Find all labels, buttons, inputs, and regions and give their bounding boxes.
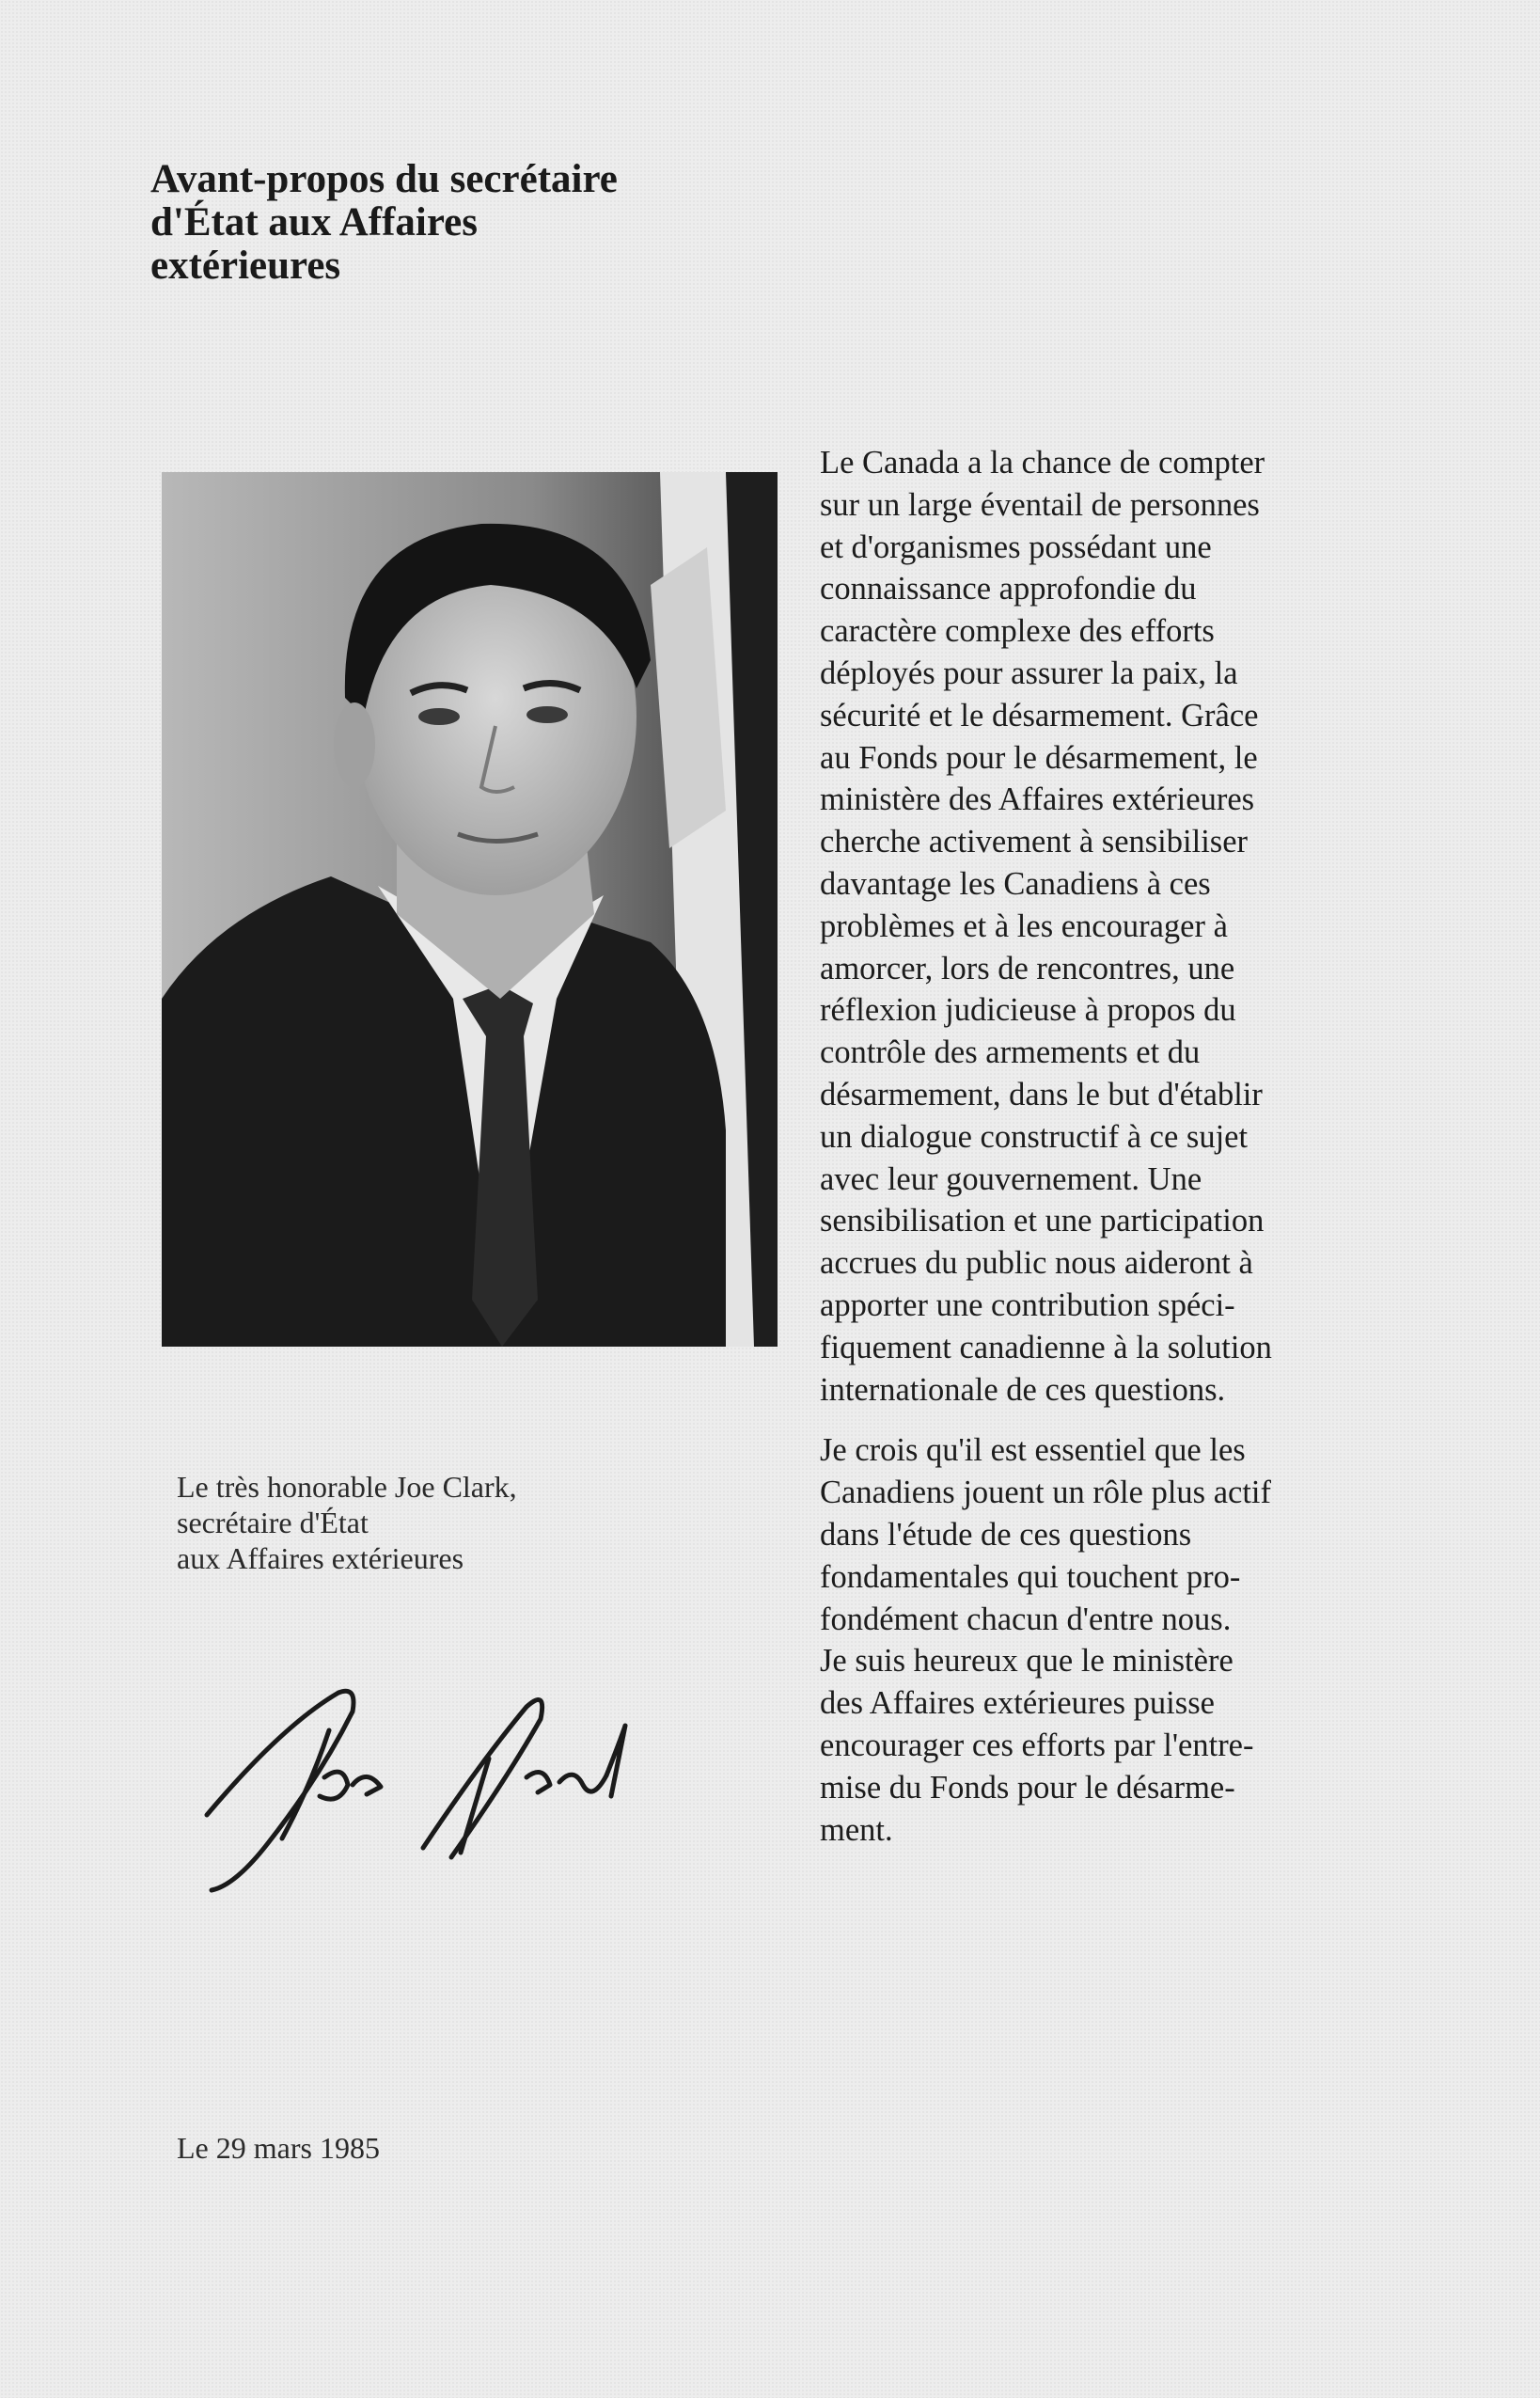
text-line: Canadiens jouent un rôle plus actif (820, 1475, 1272, 1511)
text-line: désarmement, dans le but d'établir (820, 1076, 1263, 1112)
text-line: contrôle des armements et du (820, 1034, 1201, 1071)
text-line: Le Canada a la chance de compter (820, 445, 1265, 481)
caption-line: secrétaire d'État (177, 1506, 369, 1539)
text-line: ministère des Affaires extérieures (820, 781, 1255, 818)
title-line: Avant-propos du secrétaire (150, 157, 618, 201)
text-line: fiquement canadienne à la solution (820, 1329, 1272, 1365)
text-line: internationale de ces questions. (820, 1371, 1226, 1408)
handwritten-signature (179, 1674, 668, 1900)
text-line: amorcer, lors de rencontres, une (820, 950, 1235, 986)
text-line: sur un large éventail de personnes (820, 486, 1260, 523)
caption-line: Le très honorable Joe Clark, (177, 1470, 517, 1504)
text-line: avec leur gouvernement. Une (820, 1160, 1202, 1197)
text-line: encourager ces efforts par l'entre- (820, 1727, 1254, 1763)
caption-line: aux Affaires extérieures (177, 1541, 464, 1575)
photo-caption (177, 1469, 703, 1576)
text-line: davantage les Canadiens à ces (820, 865, 1211, 902)
text-line: accrues du public nous aideront à (820, 1245, 1253, 1282)
text-line: déployés pour assurer la paix, la (820, 655, 1238, 691)
text-line: sensibilisation et une participation (820, 1203, 1265, 1239)
text-line: cherche activement à sensibiliser (820, 824, 1249, 860)
portrait-photo-drawing (162, 472, 778, 1347)
signature-image (179, 1674, 668, 1900)
text-line: fondamentales qui touchent pro- (820, 1558, 1241, 1595)
paragraph (820, 1429, 1440, 1851)
text-line: réflexion judicieuse à propos du (820, 992, 1236, 1029)
text-line: ment. (820, 1811, 893, 1848)
text-line: des Affaires extérieures puisse (820, 1685, 1215, 1722)
paragraph (820, 442, 1440, 1411)
text-line: et d'organismes possédant une (820, 529, 1212, 565)
text-line: problèmes et à les encourager à (820, 907, 1228, 944)
text-line: connaissance approfondie du (820, 571, 1197, 607)
text-line: un dialogue constructif à ce sujet (820, 1118, 1249, 1155)
portrait-photo (162, 472, 778, 1347)
title-line: d'État aux Affaires (150, 200, 478, 245)
text-line: au Fonds pour le désarmement, le (820, 739, 1258, 776)
text-line: apporter une contribution spéci- (820, 1286, 1235, 1323)
page-title (150, 158, 809, 288)
text-line: sécurité et le désarmement. Grâce (820, 697, 1259, 734)
title-line: extérieures (150, 244, 341, 288)
text-line: dans l'étude de ces questions (820, 1516, 1192, 1553)
body-text (820, 442, 1440, 1869)
text-line: caractère complexe des efforts (820, 613, 1215, 650)
text-line: Je suis heureux que le ministère (820, 1643, 1234, 1680)
text-line: mise du Fonds pour le désarme- (820, 1769, 1235, 1806)
text-line: fondément chacun d'entre nous. (820, 1601, 1232, 1637)
document-date: Le 29 mars 1985 (177, 2131, 380, 2165)
text-line: Je crois qu'il est essentiel que les (820, 1432, 1246, 1469)
